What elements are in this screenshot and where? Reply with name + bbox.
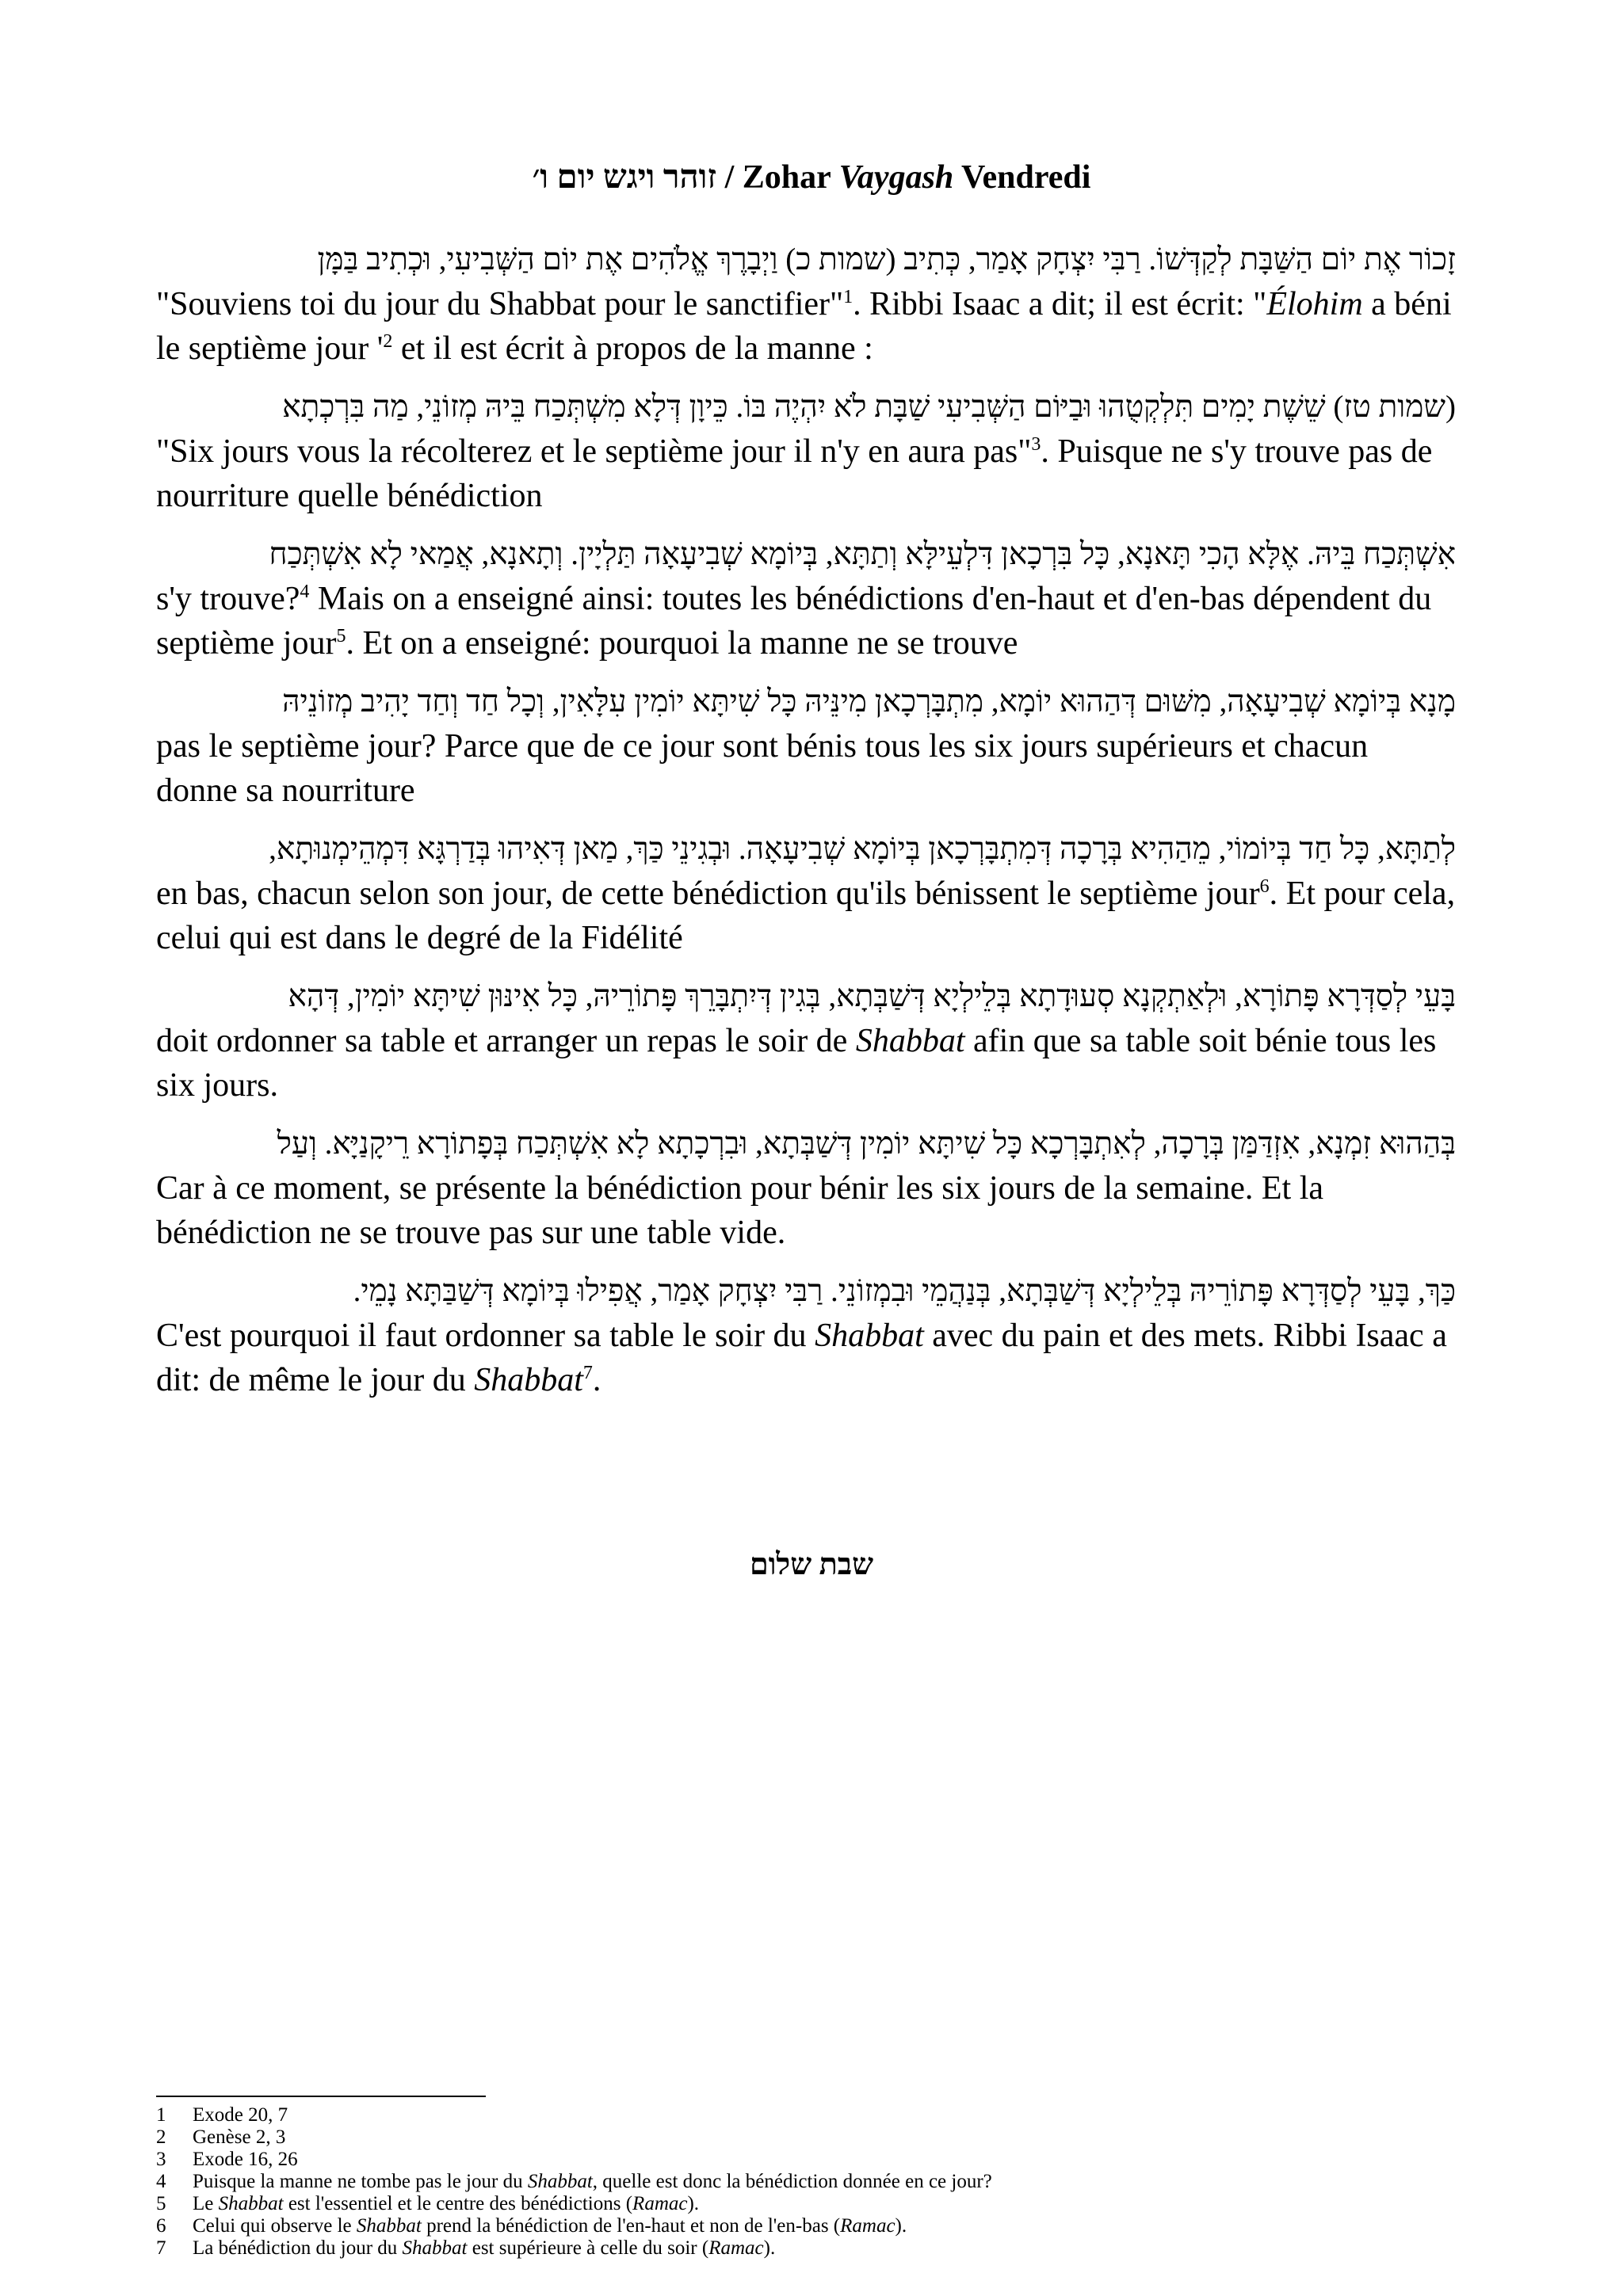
italic-term: Shabbat bbox=[815, 1318, 924, 1354]
footnote-ref: 1 bbox=[843, 287, 854, 307]
french-translation bbox=[156, 429, 1456, 518]
italic-term: Shabbat bbox=[855, 1023, 965, 1059]
italic-term: Shabbat bbox=[356, 2215, 422, 2237]
hebrew-line: בְּהַהוּא זִמְנָא, אִזְדַּמַּן בְּרָכָה, לְאִתְבָּרְכָא כָּל שִׁיתָּא יוֹמִין דְּשַׁבְּתָא, וּבִרְכָתָא לָא אִשְׁתְּכַח בְּפָתוֹרָא רֵיקָנַיָּא. וְעַל bbox=[277, 1127, 1456, 1161]
text-run: Exode 20, 7 bbox=[193, 2104, 288, 2126]
page-title bbox=[0, 155, 1623, 200]
text-run: "Souviens toi du jour du Shabbat pour le sanctifier" bbox=[156, 286, 844, 322]
text-run: afin que sa table soit bénie tous les six jours. bbox=[156, 1023, 1437, 1104]
footnote-item bbox=[156, 2149, 1503, 2171]
text-run: Celui qui observe le bbox=[193, 2215, 357, 2237]
text-run: , quelle est donc la bénédiction donnée en ce jour? bbox=[592, 2171, 992, 2192]
text-run: C'est pourquoi il faut ordonner sa table le soir du bbox=[156, 1318, 815, 1354]
hebrew-line: כַּךְ, בָּעֵי לְסַדְּרָא פָּתוֹרֵיהּ בְּלֵילְיָא דְּשַׁבְּתָא, בְּנַהֲמֵי וּבִמְזוֹנֵי. רַבִּי יִצְחָק אָמַר, אֲפִילוּ בְּיוֹמָא דְּשַׁבַּתָּא נָמֵי. bbox=[353, 1274, 1456, 1308]
text-run: Mais on a enseigné ainsi: toutes les bénédictions d'en-haut et d'en-bas dépendent du septième jour bbox=[156, 581, 1432, 662]
text-run: . Ribbi Isaac a dit; il est écrit: " bbox=[853, 286, 1267, 322]
text-run: doit ordonner sa table et arranger un repas le soir de bbox=[156, 1023, 856, 1059]
text-run: . Puisque ne s'y trouve pas de nourriture quelle bénédiction bbox=[156, 433, 1433, 514]
text-run: avec du pain et des mets. Ribbi Isaac a dit: de même le jour du bbox=[156, 1318, 1447, 1398]
text-run: s'y trouve? bbox=[156, 581, 300, 617]
french-translation bbox=[156, 871, 1456, 960]
footnote-ref: 4 bbox=[300, 582, 310, 602]
footnote-number: 7 bbox=[156, 2237, 166, 2259]
text-run: ). bbox=[763, 2237, 776, 2259]
french-translation bbox=[156, 1019, 1456, 1108]
italic-term: Élohim bbox=[1266, 286, 1363, 322]
footnote-ref: 5 bbox=[336, 626, 346, 646]
italic-term: Ramac bbox=[708, 2237, 764, 2259]
text-run: . Et on a enseigné: pourquoi la manne ne se trouve bbox=[346, 625, 1018, 662]
italic-term: Ramac bbox=[632, 2193, 688, 2214]
footnote-text bbox=[193, 2171, 1503, 2193]
footnote-text bbox=[193, 2149, 1503, 2171]
closing-greeting: שבת שלום bbox=[749, 1548, 873, 1581]
footnote-item bbox=[156, 2126, 1503, 2149]
title-vaygash: Vaygash bbox=[838, 159, 954, 196]
french-translation bbox=[156, 1166, 1456, 1255]
italic-term: Shabbat bbox=[527, 2171, 593, 2192]
footnote-ref: 2 bbox=[383, 331, 393, 352]
text-run: . bbox=[592, 1362, 601, 1398]
hebrew-line: זָכוֹר אֶת יוֹם הַשַּׁבָּת לְקַדְּשׁוֹ. רַבִּי יִצְחָק אָמַר, כְּתִיב (שמות כ) וַיְבָרֶךְ אֱלֹהִים אֶת יוֹם הַשְּׁבִיעִי, וּכְתִיב בַּמָּן bbox=[317, 242, 1456, 277]
footnote-text bbox=[193, 2104, 1503, 2126]
footnote-number: 3 bbox=[156, 2149, 166, 2170]
italic-term: Shabbat bbox=[218, 2193, 284, 2214]
footnotes bbox=[156, 2104, 1503, 2260]
footnote-ref: 6 bbox=[1259, 876, 1270, 897]
footnote-number: 4 bbox=[156, 2171, 166, 2192]
text-run: . Et pour cela, celui qui est dans le degré de la Fidélité bbox=[156, 875, 1456, 956]
footnote-text bbox=[193, 2193, 1503, 2215]
italic-term: Ramac bbox=[840, 2215, 896, 2237]
footnote-item bbox=[156, 2193, 1503, 2215]
footnote-item bbox=[156, 2171, 1503, 2193]
title-hebrew: זוהר ויגש יום ו׳ bbox=[532, 159, 717, 196]
text-body bbox=[156, 238, 1456, 1417]
footnote-ref: 3 bbox=[1031, 434, 1041, 455]
footnote-item bbox=[156, 2215, 1503, 2237]
text-run: pas le septième jour? Parce que de ce jour sont bénis tous les six jours supérieurs et chacun donne sa nourriture bbox=[156, 728, 1369, 809]
french-translation bbox=[156, 282, 1456, 371]
footnote-number: 5 bbox=[156, 2193, 166, 2214]
footnote-text bbox=[193, 2215, 1503, 2237]
paragraph bbox=[156, 1122, 1456, 1255]
footnote-item bbox=[156, 2237, 1503, 2260]
french-translation bbox=[156, 724, 1456, 813]
text-run: prend la bénédiction de l'en-haut et non de l'en-bas ( bbox=[421, 2215, 841, 2237]
footnote-number: 2 bbox=[156, 2126, 166, 2148]
footnote-number: 6 bbox=[156, 2215, 166, 2237]
title-separator: / bbox=[716, 159, 743, 196]
paragraph bbox=[156, 1269, 1456, 1402]
text-run: est supérieure à celle du soir ( bbox=[467, 2237, 709, 2259]
paragraph bbox=[156, 238, 1456, 371]
text-run: ). bbox=[687, 2193, 700, 2214]
footnote-text bbox=[193, 2126, 1503, 2149]
text-run: en bas, chacun selon son jour, de cette bénédiction qu'ils bénissent le septième jour bbox=[156, 875, 1260, 912]
french-translation bbox=[156, 1314, 1456, 1402]
hebrew-line: לְתַתָּא, כָּל חַד בְּיוֹמוֹי, מֵהַהִיא בְּרָכָה דְּמִתְבָּרְכָאן בְּיוֹמָא שְׁבִיעָאָה. וּבְגִינֵי כַּךְ, מַאן דְּאִיהוּ בְּדַרְגָּא דִּמְהֵימְנוּתָא, bbox=[269, 832, 1456, 866]
text-run: a béni le septième jour ' bbox=[156, 286, 1452, 367]
text-run: ). bbox=[895, 2215, 907, 2237]
text-run: "Six jours vous la récolterez et le septième jour il n'y en aura pas" bbox=[156, 433, 1032, 470]
text-run: La bénédiction du jour du bbox=[193, 2237, 403, 2259]
footnote-text bbox=[193, 2237, 1503, 2260]
title-zohar: Zohar bbox=[742, 159, 839, 196]
paragraph bbox=[156, 974, 1456, 1108]
hebrew-line: בָּעֵי לְסַדְּרָא פָּתוֹרָא, וּלְאַתְקְנָא סְעוּדָתָא בְּלֵילְיָא דְּשַׁבְּתָא, בְּגִין דְּיִתְבָּרֵךְ פָּתוֹרֵיהּ, כָּל אִינּוּן שִׁיתָּא יוֹמִין, דְּהָא bbox=[288, 979, 1456, 1013]
hebrew-line: מָנָא בְּיוֹמָא שְׁבִיעָאָה, מִשּׁוּם דְּהַהוּא יוֹמָא, מִתְבָּרְכָאן מִינֵּיהּ כָּל שִׁיתָּא יוֹמִין עִלָּאִין, וְכָל חַד וְחַד יָהִיב מְזוֹנֵיהּ bbox=[282, 685, 1456, 719]
paragraph bbox=[156, 532, 1456, 666]
title-vendredi: Vendredi bbox=[953, 159, 1091, 196]
hebrew-line: (שמות טז) שֵׁשֶׁת יָמִים תִּלְקְטֻהוּ וּבַיּוֹם הַשְּׁבִיעִי שַׁבָּת לֹא יִהְיֶה בּוֹ. כֵּיוָן דְּלָא מִשְׁתְּכַח בֵּיהּ מְזוֹנֵי, מַה בִּרְכְתָא bbox=[282, 390, 1456, 424]
text-run: Puisque la manne ne tombe pas le jour du bbox=[193, 2171, 528, 2192]
paragraph bbox=[156, 680, 1456, 813]
italic-term: Shabbat bbox=[402, 2237, 468, 2259]
text-run: et il est écrit à propos de la manne : bbox=[392, 330, 873, 367]
hebrew-line: אִשְׁתְּכַח בֵּיהּ. אֶלָּא הָכִי תָּאנָא, כָּל בִּרְכָאן דִּלְעֵילָּא וְתַתָּא, בְּיוֹמָא שְׁבִיעָאָה תַּלְיָין. וְתָאנָא, אֲמַאי לָא אִשְׁתְּכַח bbox=[269, 537, 1456, 571]
paragraph bbox=[156, 827, 1456, 960]
text-run: est l'essentiel et le centre des bénédictions ( bbox=[283, 2193, 633, 2214]
footnote-ref: 7 bbox=[582, 1363, 593, 1383]
italic-term: Shabbat bbox=[474, 1362, 583, 1398]
text-run: Car à ce moment, se présente la bénédiction pour bénir les six jours de la semaine. Et la bénédiction ne se trouve pas sur une table vide. bbox=[156, 1170, 1324, 1251]
text-run: Genèse 2, 3 bbox=[193, 2126, 286, 2148]
footnote-item bbox=[156, 2104, 1503, 2126]
text-run: Exode 16, 26 bbox=[193, 2149, 298, 2170]
footnote-divider bbox=[156, 2096, 486, 2097]
text-run: Le bbox=[193, 2193, 219, 2214]
footnote-number: 1 bbox=[156, 2104, 166, 2126]
paragraph bbox=[156, 385, 1456, 518]
french-translation bbox=[156, 577, 1456, 666]
